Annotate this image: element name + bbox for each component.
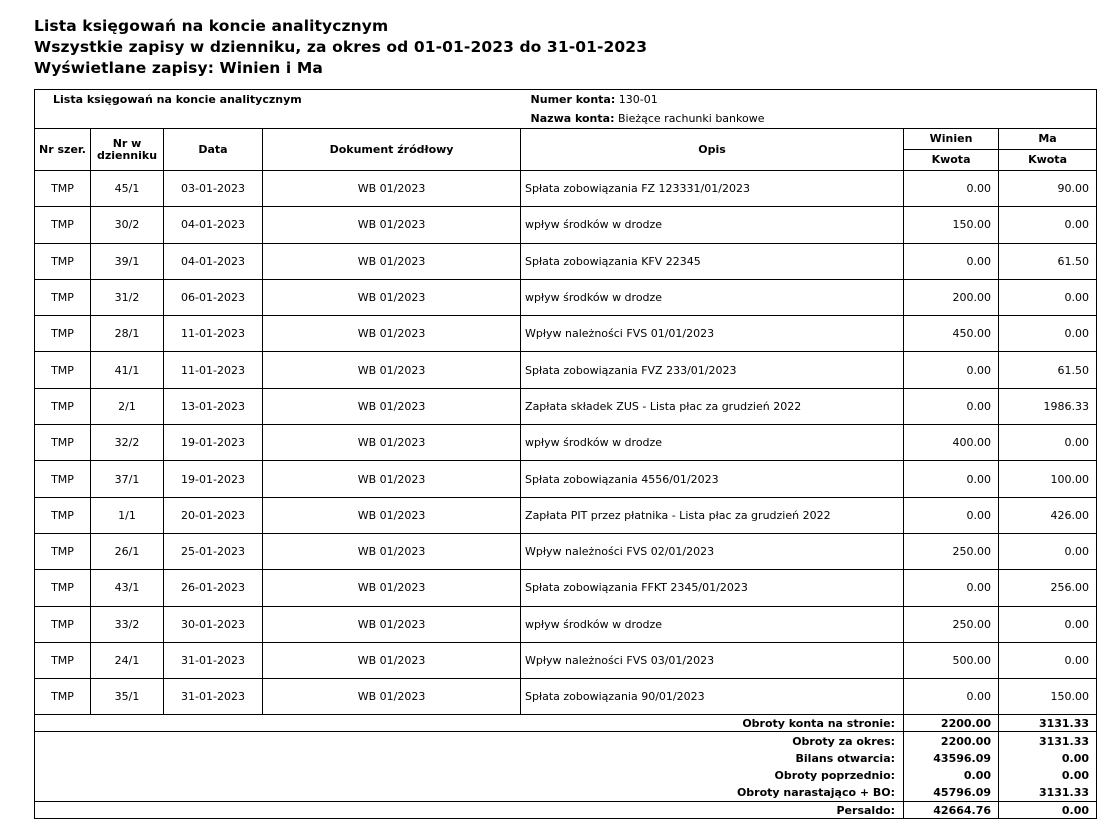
cell-nr-szer: TMP <box>35 352 91 388</box>
totals-period-winien: 2200.00 <box>940 735 992 749</box>
cell-ma: 426.00 <box>999 497 1097 533</box>
table-row <box>35 425 1097 461</box>
cell-ma: 100.00 <box>999 461 1097 497</box>
cell-data: 19-01-2023 <box>164 461 263 497</box>
table-row <box>35 570 1097 606</box>
cell-winien: 150.00 <box>904 207 999 243</box>
totals-opening-ma: 0.00 <box>1061 752 1090 766</box>
totals-period-ma: 3131.33 <box>1038 735 1090 749</box>
col-ma: Ma <box>999 129 1097 150</box>
cell-winien: 0.00 <box>904 352 999 388</box>
totals-summary-labels <box>35 732 904 802</box>
ledger-table <box>34 89 1097 819</box>
cell-nr-szer: TMP <box>35 497 91 533</box>
cell-dokument: WB 01/2023 <box>263 316 521 352</box>
cell-data: 30-01-2023 <box>164 606 263 642</box>
table-row <box>35 316 1097 352</box>
cell-data: 19-01-2023 <box>164 425 263 461</box>
cell-opis: Spłata zobowiązania 90/01/2023 <box>521 679 904 715</box>
cell-nr-w-dzienniku: 1/1 <box>91 497 164 533</box>
cell-nr-szer: TMP <box>35 570 91 606</box>
cell-dokument: WB 01/2023 <box>263 642 521 678</box>
meta-account-number <box>521 90 1097 110</box>
totals-opening-winien: 43596.09 <box>933 752 992 766</box>
account-number-value: 130-01 <box>618 93 658 106</box>
cell-nr-szer: TMP <box>35 316 91 352</box>
totals-previous-label: Obroty poprzednio: <box>774 769 896 783</box>
cell-opis: wpływ środków w drodze <box>521 279 904 315</box>
cell-dokument: WB 01/2023 <box>263 279 521 315</box>
cell-data: 03-01-2023 <box>164 171 263 207</box>
cell-ma: 0.00 <box>999 642 1097 678</box>
cell-ma: 0.00 <box>999 316 1097 352</box>
cell-ma: 0.00 <box>999 279 1097 315</box>
cell-nr-szer: TMP <box>35 606 91 642</box>
cell-nr-w-dzienniku: 24/1 <box>91 642 164 678</box>
cell-opis: Spłata zobowiązania FFKT 2345/01/2023 <box>521 570 904 606</box>
cell-nr-w-dzienniku: 28/1 <box>91 316 164 352</box>
totals-balance-ma: 0.00 <box>999 802 1097 819</box>
cell-opis: wpływ środków w drodze <box>521 606 904 642</box>
table-row <box>35 388 1097 424</box>
cell-winien: 0.00 <box>904 570 999 606</box>
totals-cumulative-ma: 3131.33 <box>1038 786 1090 800</box>
cell-winien: 0.00 <box>904 461 999 497</box>
cell-ma: 256.00 <box>999 570 1097 606</box>
cell-data: 31-01-2023 <box>164 679 263 715</box>
cell-ma: 150.00 <box>999 679 1097 715</box>
cell-winien: 500.00 <box>904 642 999 678</box>
col-winien-kwota: Kwota <box>904 150 999 171</box>
cell-nr-szer: TMP <box>35 207 91 243</box>
cell-data: 13-01-2023 <box>164 388 263 424</box>
cell-winien: 0.00 <box>904 171 999 207</box>
totals-summary-row <box>35 732 1097 802</box>
cell-opis: wpływ środków w drodze <box>521 207 904 243</box>
cell-dokument: WB 01/2023 <box>263 207 521 243</box>
cell-nr-w-dzienniku: 2/1 <box>91 388 164 424</box>
cell-dokument: WB 01/2023 <box>263 461 521 497</box>
report-header <box>34 16 647 79</box>
cell-data: 04-01-2023 <box>164 243 263 279</box>
cell-dokument: WB 01/2023 <box>263 388 521 424</box>
cell-dokument: WB 01/2023 <box>263 243 521 279</box>
cell-nr-w-dzienniku: 39/1 <box>91 243 164 279</box>
cell-data: 25-01-2023 <box>164 533 263 569</box>
cell-nr-szer: TMP <box>35 243 91 279</box>
cell-ma: 0.00 <box>999 425 1097 461</box>
cell-opis: Zapłata składek ZUS - Lista płac za grudzień 2022 <box>521 388 904 424</box>
cell-data: 06-01-2023 <box>164 279 263 315</box>
cell-data: 31-01-2023 <box>164 642 263 678</box>
cell-opis: Zapłata PIT przez płatnika - Lista płac za grudzień 2022 <box>521 497 904 533</box>
cell-nr-w-dzienniku: 35/1 <box>91 679 164 715</box>
totals-balance-row <box>35 802 1097 819</box>
cell-nr-w-dzienniku: 41/1 <box>91 352 164 388</box>
totals-cumulative-label: Obroty narastająco + BO: <box>736 786 896 800</box>
cell-nr-szer: TMP <box>35 461 91 497</box>
totals-previous-winien: 0.00 <box>963 769 992 783</box>
table-row <box>35 243 1097 279</box>
cell-ma: 0.00 <box>999 606 1097 642</box>
cell-nr-w-dzienniku: 45/1 <box>91 171 164 207</box>
cell-nr-szer: TMP <box>35 171 91 207</box>
cell-ma: 1986.33 <box>999 388 1097 424</box>
cell-dokument: WB 01/2023 <box>263 352 521 388</box>
cell-nr-w-dzienniku: 31/2 <box>91 279 164 315</box>
totals-summary-winien <box>904 732 999 802</box>
totals-summary-ma <box>999 732 1097 802</box>
report-filter: Wyświetlane zapisy: Winien i Ma <box>34 59 323 77</box>
meta-row-2 <box>35 109 1097 129</box>
totals-period-label: Obroty za okres: <box>792 735 896 749</box>
cell-winien: 0.00 <box>904 679 999 715</box>
cell-winien: 400.00 <box>904 425 999 461</box>
cell-data: 11-01-2023 <box>164 352 263 388</box>
table-row <box>35 606 1097 642</box>
cell-ma: 90.00 <box>999 171 1097 207</box>
cell-data: 11-01-2023 <box>164 316 263 352</box>
cell-dokument: WB 01/2023 <box>263 679 521 715</box>
col-dokument: Dokument źródłowy <box>263 129 521 171</box>
totals-page-winien: 2200.00 <box>904 715 999 732</box>
cell-ma: 61.50 <box>999 352 1097 388</box>
cell-opis: Wpływ należności FVS 03/01/2023 <box>521 642 904 678</box>
table-row <box>35 533 1097 569</box>
totals-balance-label: Persaldo: <box>35 802 904 819</box>
totals-opening-label: Bilans otwarcia: <box>795 752 896 766</box>
column-header-row <box>35 129 1097 150</box>
cell-winien: 0.00 <box>904 388 999 424</box>
table-row <box>35 207 1097 243</box>
totals-previous-ma: 0.00 <box>1061 769 1090 783</box>
cell-ma: 0.00 <box>999 533 1097 569</box>
table-row <box>35 279 1097 315</box>
cell-dokument: WB 01/2023 <box>263 425 521 461</box>
totals-page-label: Obroty konta na stronie: <box>35 715 904 732</box>
account-number-label: Numer konta: <box>530 93 616 106</box>
table-row <box>35 352 1097 388</box>
meta-row-1 <box>35 90 1097 110</box>
report-title: Lista księgowań na koncie analitycznym <box>34 17 389 35</box>
cell-opis: Spłata zobowiązania FVZ 233/01/2023 <box>521 352 904 388</box>
totals-page-ma: 3131.33 <box>999 715 1097 732</box>
cell-dokument: WB 01/2023 <box>263 606 521 642</box>
cell-winien: 0.00 <box>904 497 999 533</box>
cell-dokument: WB 01/2023 <box>263 497 521 533</box>
cell-opis: Spłata zobowiązania 4556/01/2023 <box>521 461 904 497</box>
cell-winien: 450.00 <box>904 316 999 352</box>
cell-data: 20-01-2023 <box>164 497 263 533</box>
cell-data: 26-01-2023 <box>164 570 263 606</box>
cell-winien: 200.00 <box>904 279 999 315</box>
cell-nr-w-dzienniku: 37/1 <box>91 461 164 497</box>
cell-nr-szer: TMP <box>35 279 91 315</box>
table-row <box>35 497 1097 533</box>
cell-nr-w-dzienniku: 30/2 <box>91 207 164 243</box>
cell-dokument: WB 01/2023 <box>263 171 521 207</box>
totals-balance-winien: 42664.76 <box>904 802 999 819</box>
cell-nr-w-dzienniku: 43/1 <box>91 570 164 606</box>
cell-nr-szer: TMP <box>35 679 91 715</box>
cell-opis: wpływ środków w drodze <box>521 425 904 461</box>
cell-winien: 250.00 <box>904 606 999 642</box>
totals-cumulative-winien: 45796.09 <box>933 786 992 800</box>
cell-opis: Wpływ należności FVS 01/01/2023 <box>521 316 904 352</box>
table-row <box>35 171 1097 207</box>
cell-nr-szer: TMP <box>35 533 91 569</box>
cell-opis: Spłata zobowiązania FZ 123331/01/2023 <box>521 171 904 207</box>
account-name-value: Bieżące rachunki bankowe <box>617 112 765 125</box>
report-period: Wszystkie zapisy w dzienniku, za okres od 01-01-2023 do 31-01-2023 <box>34 38 648 56</box>
cell-nr-szer: TMP <box>35 388 91 424</box>
cell-winien: 0.00 <box>904 243 999 279</box>
meta-title: Lista księgowań na koncie analitycznym <box>35 90 521 110</box>
col-ma-kwota: Kwota <box>999 150 1097 171</box>
table-row <box>35 461 1097 497</box>
cell-opis: Wpływ należności FVS 02/01/2023 <box>521 533 904 569</box>
col-winien: Winien <box>904 129 999 150</box>
table-row <box>35 642 1097 678</box>
meta-account-name <box>521 109 1097 129</box>
col-opis: Opis <box>521 129 904 171</box>
table-row <box>35 679 1097 715</box>
col-data: Data <box>164 129 263 171</box>
cell-winien: 250.00 <box>904 533 999 569</box>
account-name-label: Nazwa konta: <box>530 112 615 125</box>
totals-page-row <box>35 715 1097 732</box>
cell-data: 04-01-2023 <box>164 207 263 243</box>
cell-nr-w-dzienniku: 33/2 <box>91 606 164 642</box>
cell-nr-szer: TMP <box>35 642 91 678</box>
cell-dokument: WB 01/2023 <box>263 533 521 569</box>
cell-nr-szer: TMP <box>35 425 91 461</box>
cell-opis: Spłata zobowiązania KFV 22345 <box>521 243 904 279</box>
cell-ma: 61.50 <box>999 243 1097 279</box>
cell-nr-w-dzienniku: 26/1 <box>91 533 164 569</box>
cell-ma: 0.00 <box>999 207 1097 243</box>
col-nr-w-dzienniku: Nr w dzienniku <box>91 129 164 171</box>
col-nr-szer: Nr szer. <box>35 129 91 171</box>
cell-dokument: WB 01/2023 <box>263 570 521 606</box>
cell-nr-w-dzienniku: 32/2 <box>91 425 164 461</box>
